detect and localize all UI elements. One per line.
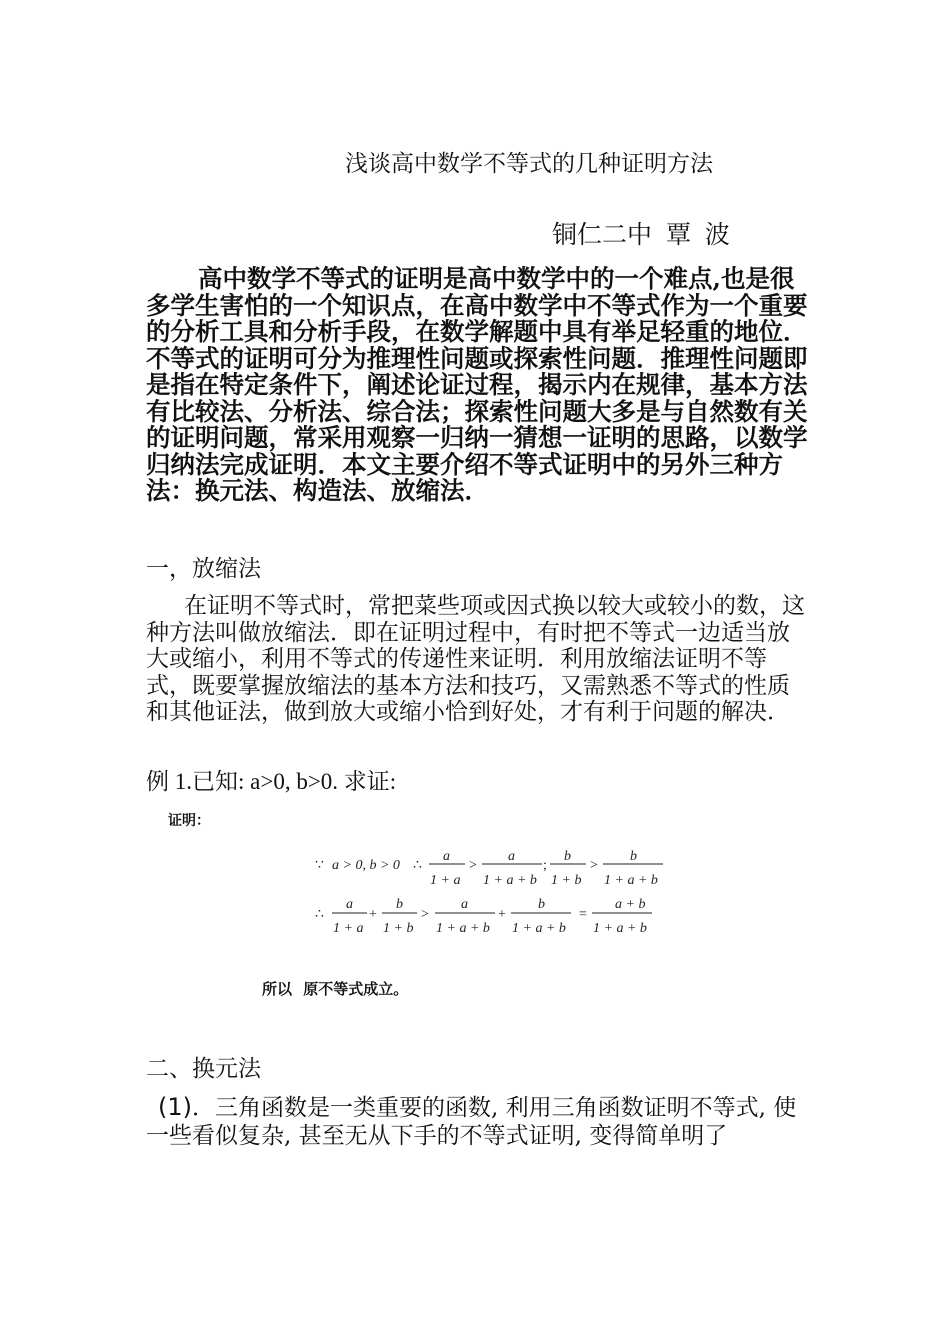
condition: a > 0, b > 0 — [332, 858, 400, 873]
section1-heading: 一，放缩法 — [146, 556, 261, 582]
proof-conclusion: 所以 原不等式成立。 — [262, 980, 409, 998]
section2-heading: 二、换元法 — [146, 1056, 261, 1082]
frac8-num: b — [538, 897, 545, 912]
frac5-num: a — [346, 897, 353, 912]
document-title: 浅谈高中数学不等式的几种证明方法 — [345, 151, 713, 177]
proof-label: 证明： — [168, 813, 210, 829]
frac4-num: b — [630, 849, 637, 864]
section1-paragraph — [146, 593, 806, 726]
intro-lead: 高中数学不等式的证明是高中数学中的一个难点 — [198, 264, 713, 293]
frac3-num: b — [564, 849, 571, 864]
therefore-symbol-2: ∴ — [315, 907, 324, 922]
frac9-num: a + b — [615, 897, 646, 912]
frac7-den: 1 + a + b — [436, 921, 490, 936]
semicolon: ; — [543, 858, 547, 873]
section2-paragraph — [146, 1093, 806, 1150]
therefore-symbol-1: ∴ — [413, 858, 422, 873]
author-line: 铜仁二中 覃 波 — [552, 220, 730, 249]
section1-body: 在证明不等式时，常把菜些项或因式换以较大或较小的数，这种方法叫做放缩法．即在证明过程中，有时把不等式一边适当放大或缩小，利用不等式的传递性来证明．利用放缩法证明不等式，既要掌握放缩法的基本方法和技巧，又需熟悉不等式的性质和其他证法，做到放大或缩小恰到好处，才有利于问题的解决． — [146, 593, 805, 725]
frac1-num: a — [443, 849, 450, 864]
plus-2: + — [498, 907, 506, 922]
intro-lead2: 也是很多学生害怕的一个知识点，在高中数学中 — [146, 264, 795, 320]
equals: = — [579, 907, 587, 922]
frac6-num: b — [396, 897, 403, 912]
frac2-num: a — [508, 849, 515, 864]
example-1: 例 1.已知: a>0, b>0. 求证: — [146, 769, 397, 794]
intro-rest: 不等式作为一个重要的分析工具和分析手段，在数学解题中具有举足轻重的地位．不等式的证明可分为推理性问题或探索性问题．推理性问题即是指在特定条件下，阐述论证过程，揭示内在规律，基本方法有比较法、分析法、综合法；探索性问题大多是与自然数有关的证明问题，常采用观察一归纳一猜想一证明的思路，以数学归纳法完成证明．本文主要介绍不等式证明中的另外三种方法：换元法、构造法、放缩法． — [146, 290, 808, 505]
intro-comma: , — [712, 264, 722, 293]
gt-3: > — [421, 907, 429, 922]
frac6-den: 1 + b — [383, 921, 414, 936]
frac7-num: a — [461, 897, 468, 912]
frac9-den: 1 + a + b — [593, 921, 647, 936]
plus-1: + — [369, 907, 377, 922]
because-symbol: ∵ — [315, 858, 324, 873]
frac3-den: 1 + b — [551, 873, 582, 888]
intro-paragraph — [146, 266, 811, 505]
frac1-den: 1 + a — [430, 873, 461, 888]
section2-body: ．三角函数是一类重要的函数, 利用三角函数证明不等式, 使一些看似复杂, 甚至无从下手的不等式证明, 变得简单明了 — [146, 1095, 797, 1149]
frac2-den: 1 + a + b — [483, 873, 537, 888]
frac8-den: 1 + a + b — [512, 921, 566, 936]
proof-formula — [305, 842, 685, 942]
item-number: (1) — [158, 1093, 192, 1121]
gt-2: > — [590, 858, 598, 873]
frac4-den: 1 + a + b — [604, 873, 658, 888]
gt-1: > — [469, 858, 477, 873]
frac5-den: 1 + a — [333, 921, 364, 936]
